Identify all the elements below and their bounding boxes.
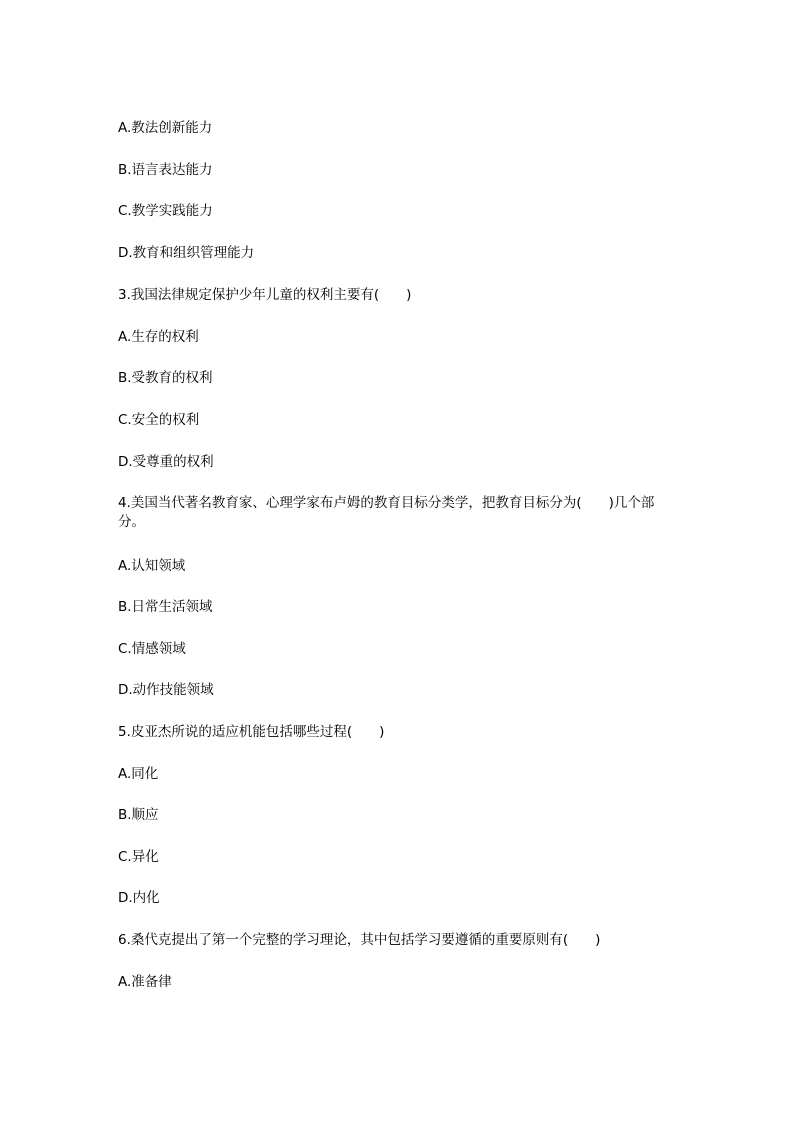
q2-option-c: C.教学实践能力 — [118, 203, 213, 219]
q2-option-d: D.教育和组织管理能力 — [118, 245, 255, 261]
q3-option-d: D.受尊重的权利 — [118, 454, 214, 470]
q4-option-d: D.动作技能领域 — [118, 682, 214, 698]
q5-option-b: B.顺应 — [118, 807, 159, 823]
q2-option-a: A.教法创新能力 — [118, 120, 213, 136]
q5-option-d: D.内化 — [118, 890, 160, 906]
q4-question: 4.美国当代著名教育家、心理学家布卢姆的教育目标分类学，把教育目标分为( )几个部分。 — [118, 495, 655, 530]
q3-option-c: C.安全的权利 — [118, 412, 200, 428]
q3-option-b: B.受教育的权利 — [118, 370, 213, 386]
q4-option-a: A.认知领域 — [118, 558, 186, 574]
q3-question: 3.我国法律规定保护少年儿童的权利主要有( ) — [118, 287, 412, 303]
q6-question: 6.桑代克提出了第一个完整的学习理论，其中包括学习要遵循的重要原则有( ) — [118, 932, 601, 948]
q2-option-b: B.语言表达能力 — [118, 162, 213, 178]
q3-option-a: A.生存的权利 — [118, 329, 199, 345]
q5-question: 5.皮亚杰所说的适应机能包括哪些过程( ) — [118, 724, 385, 740]
q6-option-a: A.准备律 — [118, 974, 172, 990]
q5-option-c: C.异化 — [118, 849, 159, 865]
q4-option-c: C.情感领域 — [118, 641, 186, 657]
q4-option-b: B.日常生活领域 — [118, 599, 213, 615]
q5-option-a: A.同化 — [118, 766, 159, 782]
